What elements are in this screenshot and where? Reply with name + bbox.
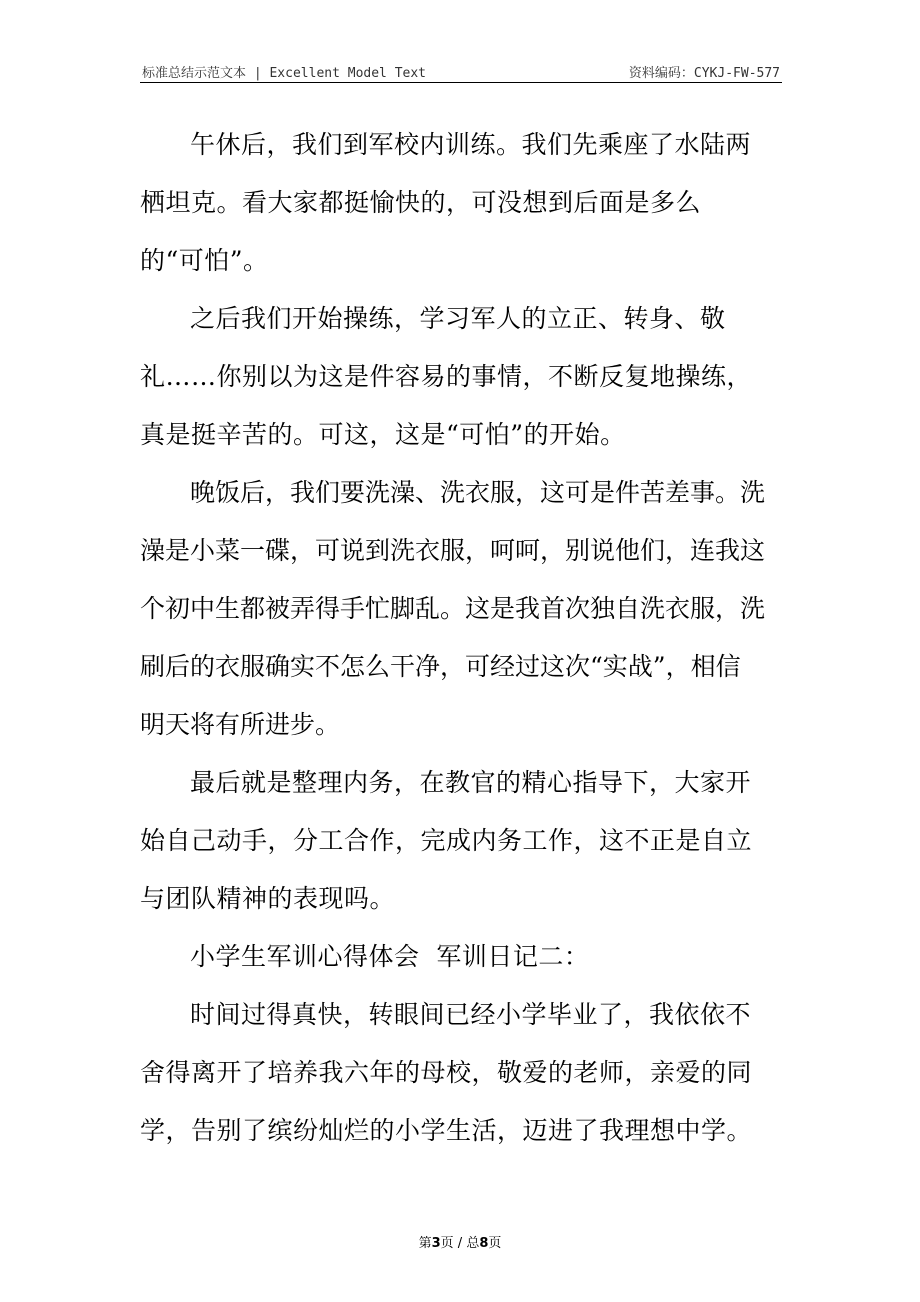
document-body [140, 116, 765, 1160]
footer-prefix: 第 [418, 1236, 432, 1251]
page-footer [0, 1232, 920, 1251]
page-header [140, 60, 782, 83]
total-page-number: 8 [479, 1236, 489, 1251]
paragraph-graduation: 时间过得真快，转眼间已经小学毕业了，我依依不舍得离开了培养我六年的母校，敬爱的老师，亲爱的同学，告别了缤纷灿烂的小学生活，迈进了我理想中学。 [140, 1000, 753, 1145]
current-page-number: 3 [431, 1236, 441, 1251]
footer-middle: 页 / 总 [440, 1236, 480, 1251]
paragraph-housekeeping: 最后就是整理内务，在教官的精心指导下，大家开始自己动手，分工合作，完成内务工作，这不正是自立与团队精神的表现吗。 [140, 768, 753, 913]
section-heading: 小学生军训心得体会 军训日记二： [190, 942, 590, 971]
document-code: 资料编码：CYKJ-FW-577 [628, 66, 780, 81]
paragraph-afternoon-training: 午休后，我们到军校内训练。我们先乘座了水陆两栖坦克。看大家都挺愉快的，可没想到后面是多么的“可怕”。 [140, 130, 752, 275]
footer-suffix: 页 [488, 1236, 502, 1251]
header-title: 标准总结示范文本 | Excellent Model Text [142, 66, 427, 81]
paragraph-laundry: 晚饭后，我们要洗澡、洗衣服，这可是件苦差事。洗澡是小菜一碟，可说到洗衣服，呵呵，别说他们，连我这个初中生都被弄得手忙脚乱。这是我首次独自洗衣服，洗刷后的衣服确实不怎么干净，可经过这次“实战”，相信明天将有所进步。 [140, 478, 766, 739]
paragraph-drills: 之后我们开始操练，学习军人的立正、转身、敬礼……你别以为这是件容易的事情，不断反复地操练，真是挺辛苦的。可这，这是“可怕”的开始。 [140, 304, 753, 449]
